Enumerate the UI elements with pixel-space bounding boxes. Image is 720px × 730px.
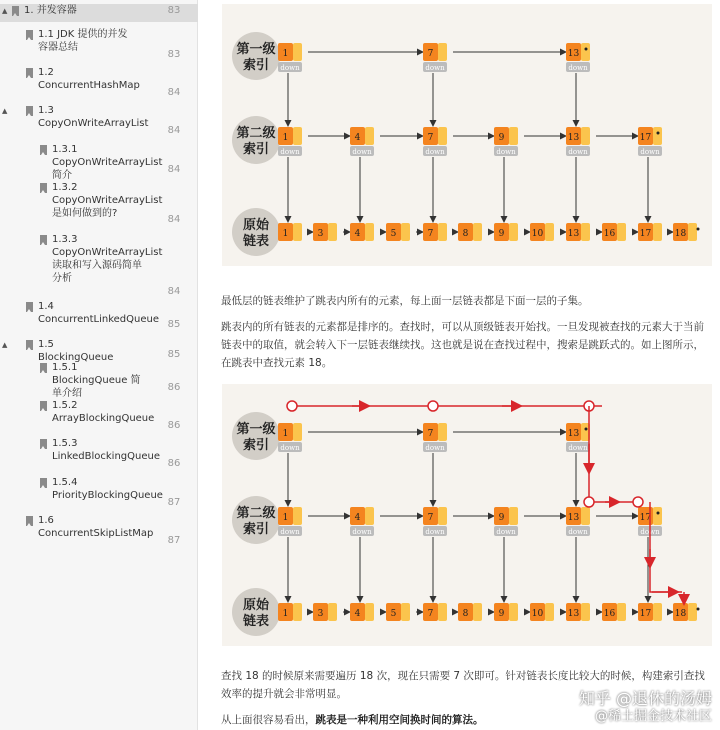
bookmark-icon — [26, 68, 33, 78]
toc-page-number — [0, 318, 198, 330]
bookmark-icon — [26, 106, 33, 116]
down-label: down — [280, 148, 300, 156]
toc-page-text: 87 — [167, 535, 181, 546]
skiplist-node — [458, 223, 482, 241]
node-value: 1 — [282, 429, 289, 439]
node-value: 7 — [427, 49, 434, 59]
skiplist-node — [278, 603, 302, 621]
node-pointer-box — [545, 223, 554, 241]
node-value: 16 — [603, 229, 616, 239]
paragraph-3: 查找 18 的时候原来需要遍历 18 次，现在只需要 7 次即可。针对链表长度比较大的时候，构建索引查找效率的提升就会非常明显。 — [221, 670, 705, 700]
tail-dot — [657, 512, 660, 515]
down-label: down — [280, 528, 300, 536]
toc-item-label: 1.2 ConcurrentHashMap — [38, 67, 140, 91]
node-pointer-box — [293, 423, 302, 441]
node-value: 1 — [282, 133, 289, 143]
skiplist-figure — [222, 4, 712, 266]
node-pointer-box — [438, 127, 447, 145]
bookmark-icon — [40, 363, 47, 373]
down-label: down — [425, 64, 445, 72]
node-value: 4 — [354, 133, 361, 143]
toc-page-number — [0, 534, 198, 546]
paragraph-2: 跳表内的所有链表的元素都是排序的。查找时，可以从顶级链表开始找。一旦发现被查找的元素大于当前链表中的取值，就会转入下一层链表继续找。这也就是说在查找过程中，搜索是跳跃式的。如上图所示，在跳表中查找元素 18。 — [221, 321, 704, 369]
node-pointer-box — [293, 43, 302, 61]
skiplist-node — [423, 507, 447, 536]
skiplist-search-figure — [222, 384, 712, 646]
skiplist-node — [638, 223, 662, 241]
node-pointer-box — [617, 223, 626, 241]
toc-page-number — [0, 457, 198, 469]
skiplist-node — [638, 603, 662, 621]
skiplist-node — [386, 223, 410, 241]
level-label: 原始 — [242, 598, 270, 613]
node-pointer-box — [581, 223, 590, 241]
skiplist-node — [673, 603, 697, 621]
skiplist-search-diagram — [222, 384, 712, 646]
toc-page-number — [0, 48, 198, 60]
node-value: 17 — [639, 133, 652, 143]
expand-triangle-icon[interactable]: ▲ — [2, 341, 8, 349]
down-label: down — [496, 148, 516, 156]
node-value: 9 — [498, 609, 505, 619]
skiplist-node — [278, 43, 302, 72]
node-value: 7 — [427, 609, 434, 619]
bookmark-icon — [40, 478, 47, 488]
node-value: 13 — [567, 429, 580, 439]
node-value: 7 — [427, 429, 434, 439]
level-label: 第二级 — [236, 506, 276, 521]
skiplist-node — [278, 223, 302, 241]
node-value: 3 — [317, 229, 324, 239]
skiplist-node — [423, 43, 447, 72]
down-label: down — [640, 528, 660, 536]
watermark-line-2: @稀土掘金技术社区 — [594, 709, 712, 724]
bookmark-icon — [40, 401, 47, 411]
bookmark-icon — [40, 145, 47, 155]
toc-item-label: 1. 并发容器 — [24, 5, 77, 16]
skiplist-node — [423, 423, 447, 452]
node-pointer-box — [653, 507, 662, 525]
toc-item-label: 1.5.2 ArrayBlockingQueue — [52, 400, 155, 424]
skiplist-node — [494, 127, 518, 156]
toc-page-text: 83 — [167, 5, 181, 16]
skiplist-node — [638, 127, 662, 156]
down-label: down — [640, 148, 660, 156]
node-pointer-box — [473, 223, 482, 241]
down-label: down — [352, 148, 372, 156]
skiplist-diagram — [222, 4, 712, 266]
node-pointer-box — [688, 603, 697, 621]
bookmark-icon — [26, 30, 33, 40]
skiplist-node — [673, 223, 697, 241]
skiplist-node — [313, 603, 337, 621]
node-value: 8 — [462, 229, 469, 239]
node-pointer-box — [365, 507, 374, 525]
down-label: down — [568, 528, 588, 536]
skiplist-node — [566, 43, 590, 72]
down-label: down — [568, 148, 588, 156]
expand-triangle-icon[interactable]: ▲ — [2, 107, 8, 115]
node-pointer-box — [365, 127, 374, 145]
node-value: 10 — [531, 229, 544, 239]
node-pointer-box — [653, 603, 662, 621]
level-label: 第二级 — [236, 126, 276, 141]
skiplist-node — [602, 223, 626, 241]
toc-item-label: 1.3 CopyOnWriteArrayList — [38, 105, 149, 129]
node-value: 1 — [282, 609, 289, 619]
node-pointer-box — [581, 507, 590, 525]
toc-item-label: 1.1 JDK 提供的并发容器总结 — [38, 29, 128, 53]
search-path-node — [633, 497, 643, 507]
node-value: 17 — [639, 229, 652, 239]
document-page — [199, 0, 720, 730]
level-label: 链表 — [242, 234, 270, 249]
skiplist-node — [278, 127, 302, 156]
node-pointer-box — [328, 223, 337, 241]
tail-dot — [585, 428, 588, 431]
toc-page-text: 84 — [167, 125, 181, 136]
toc-page-text: 84 — [167, 214, 181, 225]
node-pointer-box — [688, 223, 697, 241]
skiplist-node — [566, 223, 590, 241]
toc-item-label: 1.5.1 BlockingQueue 简单介绍 — [52, 362, 141, 399]
level-label: 索引 — [242, 438, 270, 453]
tail-dot — [585, 48, 588, 51]
toc-page-text: 87 — [167, 497, 181, 508]
skiplist-node — [278, 507, 302, 536]
level-label: 索引 — [242, 58, 270, 73]
tail-dot — [697, 228, 700, 231]
node-value: 4 — [354, 513, 361, 523]
level-label: 链表 — [242, 614, 270, 629]
toc-item-label: 1.3.3 CopyOnWriteArrayList 读取和写入源码简单分析 — [52, 234, 163, 284]
node-pointer-box — [293, 223, 302, 241]
node-value: 3 — [317, 609, 324, 619]
node-value: 4 — [354, 229, 361, 239]
node-value: 7 — [427, 229, 434, 239]
node-pointer-box — [509, 603, 518, 621]
toc-page-number — [0, 163, 198, 175]
down-label: down — [280, 64, 300, 72]
skiplist-node — [566, 423, 590, 452]
node-pointer-box — [653, 127, 662, 145]
skiplist-node — [494, 507, 518, 536]
node-pointer-box — [545, 603, 554, 621]
down-label: down — [425, 444, 445, 452]
node-pointer-box — [581, 43, 590, 61]
node-pointer-box — [509, 127, 518, 145]
node-pointer-box — [438, 43, 447, 61]
node-pointer-box — [328, 603, 337, 621]
node-value: 1 — [282, 229, 289, 239]
skiplist-node — [423, 223, 447, 241]
paragraph-4-text: 从上面很容易看出， — [221, 714, 316, 726]
toc-page-text: 84 — [167, 87, 181, 98]
paragraph-4-bold: 跳表是一种利用空间换时间的算法。 — [315, 714, 484, 726]
node-value: 1 — [282, 49, 289, 59]
node-pointer-box — [401, 603, 410, 621]
level-label: 第一级 — [236, 42, 276, 57]
level-label: 索引 — [242, 142, 270, 157]
node-pointer-box — [438, 423, 447, 441]
down-label: down — [568, 444, 588, 452]
skiplist-node — [530, 223, 554, 241]
toc-page-text: 84 — [167, 164, 181, 175]
node-value: 7 — [427, 513, 434, 523]
toc-page-text: 86 — [167, 420, 181, 431]
node-pointer-box — [401, 223, 410, 241]
node-pointer-box — [293, 507, 302, 525]
skiplist-node — [386, 603, 410, 621]
node-value: 16 — [603, 609, 616, 619]
skiplist-node — [566, 507, 590, 536]
node-value: 13 — [567, 609, 580, 619]
bookmark-icon — [26, 516, 33, 526]
node-pointer-box — [473, 603, 482, 621]
toc-page-text: 86 — [167, 382, 181, 393]
node-value: 10 — [531, 609, 544, 619]
skiplist-node — [602, 603, 626, 621]
node-pointer-box — [617, 603, 626, 621]
node-value: 13 — [567, 133, 580, 143]
toc-page-number — [0, 419, 198, 431]
toc-item-label: 1.5.4 PriorityBlockingQueue — [52, 477, 163, 501]
node-pointer-box — [293, 127, 302, 145]
toc-item-label: 1.5 BlockingQueue — [38, 339, 114, 363]
skiplist-node — [566, 127, 590, 156]
node-value: 4 — [354, 609, 361, 619]
skiplist-node — [458, 603, 482, 621]
level-label: 第一级 — [236, 422, 276, 437]
watermark — [492, 690, 712, 726]
node-value: 9 — [498, 513, 505, 523]
skiplist-node — [494, 223, 518, 241]
skiplist-node — [350, 127, 374, 156]
bookmark-icon — [40, 439, 47, 449]
down-label: down — [352, 528, 372, 536]
node-value: 5 — [390, 609, 397, 619]
node-value: 13 — [567, 49, 580, 59]
node-pointer-box — [581, 603, 590, 621]
node-pointer-box — [365, 603, 374, 621]
bookmark-icon — [40, 183, 47, 193]
toc-item[interactable] — [0, 233, 198, 284]
node-value: 18 — [674, 609, 687, 619]
node-pointer-box — [581, 127, 590, 145]
node-value: 5 — [390, 229, 397, 239]
search-path — [589, 406, 638, 502]
toc-item-label: 1.6 ConcurrentSkipListMap — [38, 515, 154, 539]
node-value: 13 — [567, 229, 580, 239]
bookmark-icon — [40, 235, 47, 245]
node-pointer-box — [438, 507, 447, 525]
node-pointer-box — [365, 223, 374, 241]
node-value: 18 — [674, 229, 687, 239]
down-label: down — [280, 444, 300, 452]
node-value: 17 — [639, 609, 652, 619]
search-path-node — [287, 401, 297, 411]
skiplist-node — [350, 223, 374, 241]
toc-item-label: 1.3.2 CopyOnWriteArrayList 是如何做到的? — [52, 182, 163, 219]
skiplist-node — [566, 603, 590, 621]
node-pointer-box — [438, 223, 447, 241]
skiplist-node — [350, 603, 374, 621]
toc-page-number — [0, 381, 198, 393]
toc-page-text: 86 — [167, 458, 181, 469]
paragraph-1: 最低层的链表维护了跳表内所有的元素，每上面一层链表都是下面一层的子集。 — [221, 295, 589, 307]
toc-page-number — [0, 124, 198, 136]
search-path-node — [428, 401, 438, 411]
skiplist-node — [494, 603, 518, 621]
down-label: down — [568, 64, 588, 72]
node-value: 9 — [498, 133, 505, 143]
node-pointer-box — [509, 507, 518, 525]
skiplist-node — [423, 603, 447, 621]
skiplist-node — [423, 127, 447, 156]
skiplist-node — [350, 507, 374, 536]
skiplist-node — [278, 423, 302, 452]
toc-page-text: 85 — [167, 349, 181, 360]
level-label: 索引 — [242, 522, 270, 537]
node-pointer-box — [509, 223, 518, 241]
node-pointer-box — [653, 223, 662, 241]
toc-page-number — [0, 285, 198, 297]
toc-page-text: 85 — [167, 319, 181, 330]
node-pointer-box — [438, 603, 447, 621]
toc-page-number — [0, 496, 198, 508]
node-value: 1 — [282, 513, 289, 523]
toc-page-text: 83 — [167, 49, 181, 60]
down-label: down — [425, 148, 445, 156]
toc-item-label: 1.5.3 LinkedBlockingQueue — [52, 438, 160, 462]
node-pointer-box — [293, 603, 302, 621]
node-value: 7 — [427, 133, 434, 143]
down-label: down — [425, 528, 445, 536]
tail-dot — [697, 608, 700, 611]
toc-page-text: 84 — [167, 286, 181, 297]
toc-item-label: 1.4 ConcurrentLinkedQueue — [38, 301, 159, 325]
toc-page-number — [0, 348, 198, 360]
expand-triangle-icon[interactable]: ▲ — [2, 7, 8, 15]
toc-page-number — [0, 86, 198, 98]
node-value: 13 — [567, 513, 580, 523]
tail-dot — [657, 132, 660, 135]
node-value: 8 — [462, 609, 469, 619]
watermark-line-1: 知乎 @退休的汤姆 — [578, 689, 712, 708]
search-path-node — [584, 497, 594, 507]
skiplist-node — [530, 603, 554, 621]
node-value: 9 — [498, 229, 505, 239]
bookmark-icon — [26, 302, 33, 312]
toc-sidebar — [0, 0, 198, 730]
skiplist-node — [313, 223, 337, 241]
down-label: down — [496, 528, 516, 536]
toc-item-label: 1.3.1 CopyOnWriteArrayList 简介 — [52, 144, 163, 181]
node-value: 17 — [639, 513, 652, 523]
level-label: 原始 — [242, 218, 270, 233]
toc-page-number — [0, 4, 198, 16]
toc-page-number — [0, 213, 198, 225]
